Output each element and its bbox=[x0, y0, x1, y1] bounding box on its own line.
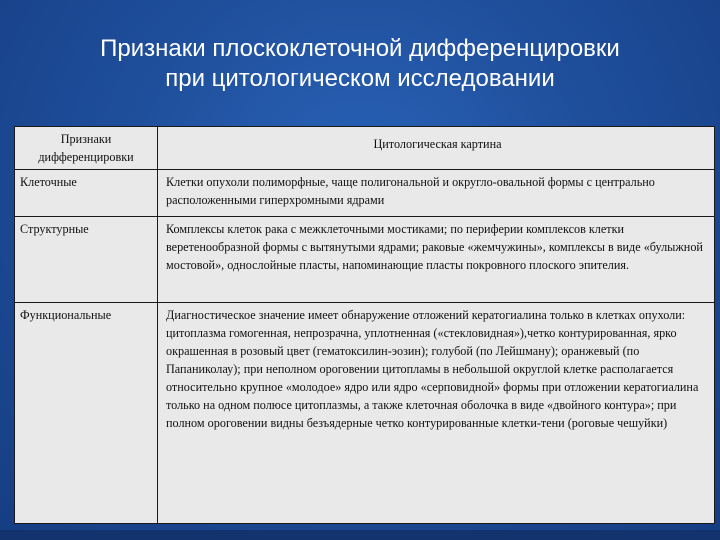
slide-title-line-2: при цитологическом исследовании bbox=[165, 65, 555, 92]
table-row bbox=[15, 170, 715, 217]
differentiation-table bbox=[14, 126, 714, 524]
row-description: Клетки опухоли полиморфные, чаще полигональной и округло-овальной формы с центрально расположенными гиперхромными ядрами bbox=[158, 170, 715, 217]
row-description: Комплексы клеток рака с межклеточными мостиками; по периферии комплексов клетки веретенообразной формы с вытянутыми ядрами; раковые «жемчужины», комплексы в виде «булыжной мостовой», однослойные пласты, напоминающие пласты покровного плоского эпителия. bbox=[158, 217, 715, 303]
table-row bbox=[15, 217, 715, 303]
table-header-row bbox=[15, 127, 715, 170]
table-row bbox=[15, 303, 715, 524]
slide-title bbox=[0, 34, 720, 94]
bottom-band bbox=[0, 530, 720, 540]
header-cytology: Цитологическая картина bbox=[158, 127, 715, 170]
row-feature: Функциональные bbox=[15, 303, 158, 524]
row-feature: Структурные bbox=[15, 217, 158, 303]
row-description: Диагностическое значение имеет обнаружение отложений кератогиалина только в клетках опухоли: цитоплазма гомогенная, непрозрачна, уплотненная («стекловидная»),четко контурированная, ярко окрашенная в розовый цвет (гематоксилин-эозин); голубой (по Лейшману); оранжевый (по Папаниколау); при неполном ороговении цитопламы в небольшой округлой клетке располагается относительно крупное «молодое» ядро или ядро «серповидной» формы при отложении кератогиалина только на одном полюсе цитоплазмы, а также клеточная оболочка в виде «двойного контура»; при полном ороговении видны безъядерные четко контурированные клетки-тени (роговые чешуйки) bbox=[158, 303, 715, 524]
header-features: Признаки дифференцировки bbox=[15, 127, 158, 170]
row-feature: Клеточные bbox=[15, 170, 158, 217]
slide-title-line-1: Признаки плоскоклеточной дифференцировки bbox=[100, 35, 620, 62]
